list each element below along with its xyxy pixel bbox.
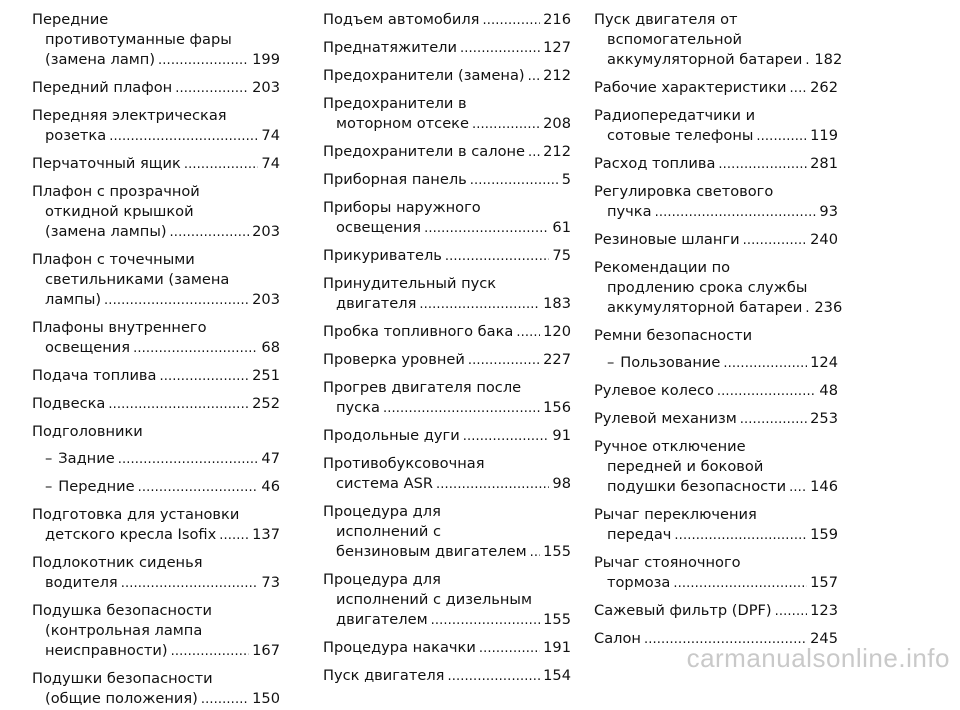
dot-leader xyxy=(479,638,540,659)
index-term: Подушка безопасности xyxy=(32,602,213,619)
index-term: Пробка топливного бака xyxy=(323,323,514,340)
page-number: 68 xyxy=(261,339,280,356)
index-term: Рычаг переключения xyxy=(594,506,757,523)
index-term: Предохранители в xyxy=(323,95,467,112)
dot-leader xyxy=(138,477,259,498)
index-entry xyxy=(323,38,571,59)
page-number: 236 xyxy=(814,299,843,316)
index-entry xyxy=(32,505,280,546)
index-entry xyxy=(32,318,280,359)
page-number: 281 xyxy=(810,155,838,172)
dot-leader xyxy=(673,573,807,594)
index-term: детского кресла Isofix xyxy=(45,526,217,543)
page-number: 74 xyxy=(261,127,280,144)
index-term: Процедура для xyxy=(323,571,441,588)
dot-leader xyxy=(431,610,541,631)
index-term: Ручное отключение xyxy=(594,438,746,455)
dot-leader xyxy=(383,398,540,419)
index-term: Подушки безопасности xyxy=(32,670,213,687)
page-number: 216 xyxy=(543,11,571,28)
index-term: светильниками (замена xyxy=(45,271,230,288)
page-number: 227 xyxy=(543,351,571,368)
index-term: (замена ламп) xyxy=(45,51,156,68)
dot-leader xyxy=(460,38,540,59)
index-term: Прогрев двигателя после xyxy=(323,379,522,396)
dot-leader xyxy=(104,290,249,311)
page-number: 262 xyxy=(810,79,838,96)
dot-leader xyxy=(482,10,540,31)
index-term: Противобуксовочная xyxy=(323,455,485,472)
index-term: Подголовники xyxy=(32,423,143,440)
index-entry xyxy=(32,601,280,662)
page-number: 199 xyxy=(252,51,280,68)
index-entry xyxy=(594,106,838,147)
index-entry xyxy=(323,454,571,495)
index-term: бензиновым двигателем xyxy=(336,543,527,560)
index-entry xyxy=(594,381,838,402)
index-term: система ASR xyxy=(336,475,433,492)
dot-leader xyxy=(219,525,249,546)
page-number: 155 xyxy=(543,611,571,628)
index-term: освещения xyxy=(336,219,422,236)
index-term: Рабочие характеристики xyxy=(594,79,787,96)
page-number: 167 xyxy=(252,642,280,659)
index-term: Плафон с точечными xyxy=(32,251,195,268)
index-term: Предохранители в салоне xyxy=(323,143,526,160)
index-term: водителя xyxy=(45,574,118,591)
index-term: пуска xyxy=(336,399,380,416)
dot-leader xyxy=(743,230,808,251)
index-entry xyxy=(323,142,571,163)
dot-leader xyxy=(201,689,249,710)
index-entry xyxy=(32,449,280,470)
index-entry xyxy=(594,601,838,622)
index-term: Процедура для xyxy=(323,503,441,520)
page-number: 203 xyxy=(252,223,280,240)
dot-leader xyxy=(674,525,807,546)
index-entry xyxy=(323,246,571,267)
dot-leader xyxy=(184,154,259,175)
dot-leader xyxy=(424,218,549,239)
index-term: Процедура накачки xyxy=(323,639,476,656)
index-term: противотуманные фары xyxy=(45,31,232,48)
index-term: двигателем xyxy=(336,611,428,628)
index-term: лампы) xyxy=(45,291,102,308)
index-entry xyxy=(594,326,838,346)
index-entry xyxy=(323,274,571,315)
index-term: Передняя электрическая xyxy=(32,107,227,124)
page-number: 253 xyxy=(810,410,838,427)
page-number: 91 xyxy=(552,427,571,444)
dot-leader xyxy=(790,78,808,99)
index-term: Резиновые шланги xyxy=(594,231,740,248)
page-number: 203 xyxy=(252,79,280,96)
index-term: Преднатяжители xyxy=(323,39,457,56)
index-entry xyxy=(32,10,280,71)
page-number: 123 xyxy=(810,602,838,619)
index-entry xyxy=(32,477,280,498)
index-entry xyxy=(323,350,571,371)
index-term: розетка xyxy=(45,127,107,144)
page-number: 156 xyxy=(543,399,571,416)
index-entry xyxy=(32,154,280,175)
dot-leader xyxy=(470,170,559,191)
page-number: 98 xyxy=(552,475,571,492)
index-term: Подлокотник сиденья xyxy=(32,554,203,571)
page-number: 5 xyxy=(561,171,571,188)
index-term: Радиопередатчики и xyxy=(594,107,756,124)
index-entry xyxy=(323,322,571,343)
page-number: 127 xyxy=(543,39,571,56)
dot-leader xyxy=(472,114,540,135)
page-number: 240 xyxy=(810,231,838,248)
index-term: исполнений с дизельным xyxy=(336,591,532,608)
index-entry xyxy=(323,10,571,31)
index-entry xyxy=(323,426,571,447)
dot-leader xyxy=(756,126,807,147)
index-term: Предохранители (замена) xyxy=(323,67,525,84)
page-number: 252 xyxy=(252,395,280,412)
index-term: передач xyxy=(607,526,672,543)
index-term: Пуск двигателя xyxy=(323,667,445,684)
index-term: Принудительный пуск xyxy=(323,275,497,292)
sub-entry-dash: – xyxy=(45,450,53,467)
index-term: тормоза xyxy=(607,574,671,591)
index-term: Регулировка светового xyxy=(594,183,774,200)
page-number: 137 xyxy=(252,526,280,543)
index-entry xyxy=(32,78,280,99)
page-number: 208 xyxy=(543,115,571,132)
index-term: Перчаточный ящик xyxy=(32,155,181,172)
index-term: вспомогательной xyxy=(607,31,743,48)
page-number: 251 xyxy=(252,367,280,384)
dot-leader xyxy=(419,294,540,315)
dot-leader xyxy=(109,126,258,147)
index-term: Подготовка для установки xyxy=(32,506,240,523)
index-term: освещения xyxy=(45,339,131,356)
index-entry xyxy=(323,170,571,191)
index-term: Плафон с прозрачной xyxy=(32,183,200,200)
index-entry xyxy=(323,378,571,419)
index-term: Передние xyxy=(58,478,135,495)
index-entry xyxy=(32,553,280,594)
dot-leader xyxy=(468,350,540,371)
page-number: 159 xyxy=(810,526,838,543)
page-number: 155 xyxy=(543,543,571,560)
index-entry xyxy=(594,553,838,594)
index-term: Приборная панель xyxy=(323,171,467,188)
index-term: Передние xyxy=(32,11,109,28)
index-term: Расход топлива xyxy=(594,155,716,172)
index-entry xyxy=(594,437,838,498)
index-entry xyxy=(594,230,838,251)
index-term: Проверка уровней xyxy=(323,351,465,368)
index-column-2 xyxy=(323,0,571,687)
index-term: Задние xyxy=(58,450,115,467)
index-term: сотовые телефоны xyxy=(607,127,754,144)
page-number: 74 xyxy=(261,155,280,172)
index-term: Подача топлива xyxy=(32,367,157,384)
dot-leader xyxy=(516,322,540,343)
page-number: 61 xyxy=(552,219,571,236)
dot-leader xyxy=(447,666,540,687)
dot-leader xyxy=(118,449,259,470)
watermark: carmanualsonline.info xyxy=(686,643,950,673)
dot-leader xyxy=(530,542,541,563)
index-term: исполнений с xyxy=(336,523,441,540)
index-term: Рулевой механизм xyxy=(594,410,737,427)
index-term: моторном отсеке xyxy=(336,115,469,132)
dot-leader xyxy=(805,50,811,71)
index-entry xyxy=(594,78,838,99)
index-term: откидной крышкой xyxy=(45,203,194,220)
index-term: Подвеска xyxy=(32,395,106,412)
index-term: пучка xyxy=(607,203,652,220)
index-term: Ремни безопасности xyxy=(594,327,753,344)
index-entry xyxy=(594,505,838,546)
dot-leader xyxy=(740,409,807,430)
sub-entry-dash: – xyxy=(607,354,615,371)
dot-leader xyxy=(158,50,249,71)
page-number: 73 xyxy=(261,574,280,591)
index-term: аккумуляторной батареи xyxy=(607,51,803,68)
page-number: 212 xyxy=(543,143,571,160)
index-column-3 xyxy=(594,0,843,650)
index-term: (общие положения) xyxy=(45,690,198,707)
index-entry xyxy=(323,66,571,87)
index-term: Сажевый фильтр (DPF) xyxy=(594,602,772,619)
dot-leader xyxy=(171,641,250,662)
page-number: 191 xyxy=(543,639,571,656)
index-entry xyxy=(594,182,838,223)
page-number: 47 xyxy=(261,450,280,467)
index-entry xyxy=(594,154,838,175)
index-entry xyxy=(32,182,280,243)
sub-entry-dash: – xyxy=(45,478,53,495)
page-number: 150 xyxy=(252,690,280,707)
dot-leader xyxy=(121,573,259,594)
index-term: двигателя xyxy=(336,295,417,312)
index-term: (замена лампы) xyxy=(45,223,167,240)
index-entry xyxy=(32,394,280,415)
index-term: Салон xyxy=(594,630,641,647)
dot-leader xyxy=(170,222,250,243)
dot-leader xyxy=(159,366,249,387)
index-term: (контрольная лампа xyxy=(45,622,203,639)
dot-leader xyxy=(175,78,249,99)
page-number: 182 xyxy=(814,51,843,68)
dot-leader xyxy=(528,66,541,87)
page-number: 75 xyxy=(552,247,571,264)
page-number: 48 xyxy=(819,382,838,399)
dot-leader xyxy=(718,154,807,175)
page-number: 93 xyxy=(819,203,838,220)
index-entry xyxy=(32,106,280,147)
page-number: 46 xyxy=(261,478,280,495)
index-entry xyxy=(323,666,571,687)
index-term: Рулевое колесо xyxy=(594,382,714,399)
index-term: Рычаг стояночного xyxy=(594,554,741,571)
dot-leader xyxy=(775,601,808,622)
dot-leader xyxy=(723,353,807,374)
dot-leader xyxy=(717,381,817,402)
index-entry xyxy=(32,422,280,442)
index-term: подушки безопасности xyxy=(607,478,787,495)
page-number: 154 xyxy=(543,667,571,684)
index-entry xyxy=(594,353,838,374)
index-entry xyxy=(594,10,843,71)
dot-leader xyxy=(463,426,550,447)
page-number: 120 xyxy=(543,323,571,340)
dot-leader xyxy=(133,338,258,359)
index-term: Плафоны внутреннего xyxy=(32,319,207,336)
page-number: 157 xyxy=(810,574,838,591)
index-term: неисправности) xyxy=(45,642,168,659)
index-term: аккумуляторной батареи xyxy=(607,299,803,316)
dot-leader xyxy=(789,477,807,498)
dot-leader xyxy=(528,142,540,163)
index-entry xyxy=(323,94,571,135)
index-term: Пользование xyxy=(620,354,721,371)
index-entry xyxy=(323,570,571,631)
index-entry xyxy=(594,409,838,430)
dot-leader xyxy=(108,394,249,415)
index-entry xyxy=(594,258,843,319)
page-number: 119 xyxy=(810,127,838,144)
page-number: 212 xyxy=(543,67,571,84)
dot-leader xyxy=(445,246,550,267)
index-term: Продольные дуги xyxy=(323,427,460,444)
page-number: 203 xyxy=(252,291,280,308)
index-entry xyxy=(32,669,280,710)
dot-leader xyxy=(655,202,817,223)
index-entry xyxy=(323,638,571,659)
index-term: Пуск двигателя от xyxy=(594,11,738,28)
page-number: 245 xyxy=(810,630,838,647)
index-column-1 xyxy=(32,0,280,710)
index-term: Рекомендации по xyxy=(594,259,731,276)
index-term: передней и боковой xyxy=(607,458,764,475)
index-entry xyxy=(32,366,280,387)
page-number: 183 xyxy=(543,295,571,312)
index-term: Передний плафон xyxy=(32,79,173,96)
index-term: продлению срока службы xyxy=(607,279,808,296)
index-entry xyxy=(323,198,571,239)
index-term: Приборы наружного xyxy=(323,199,481,216)
index-entry xyxy=(32,250,280,311)
index-term: Подъем автомобиля xyxy=(323,11,480,28)
page-number: 146 xyxy=(810,478,838,495)
dot-leader xyxy=(805,298,811,319)
index-term: Прикуриватель xyxy=(323,247,442,264)
page-number: 124 xyxy=(810,354,838,371)
dot-leader xyxy=(436,474,549,495)
index-entry xyxy=(323,502,571,563)
